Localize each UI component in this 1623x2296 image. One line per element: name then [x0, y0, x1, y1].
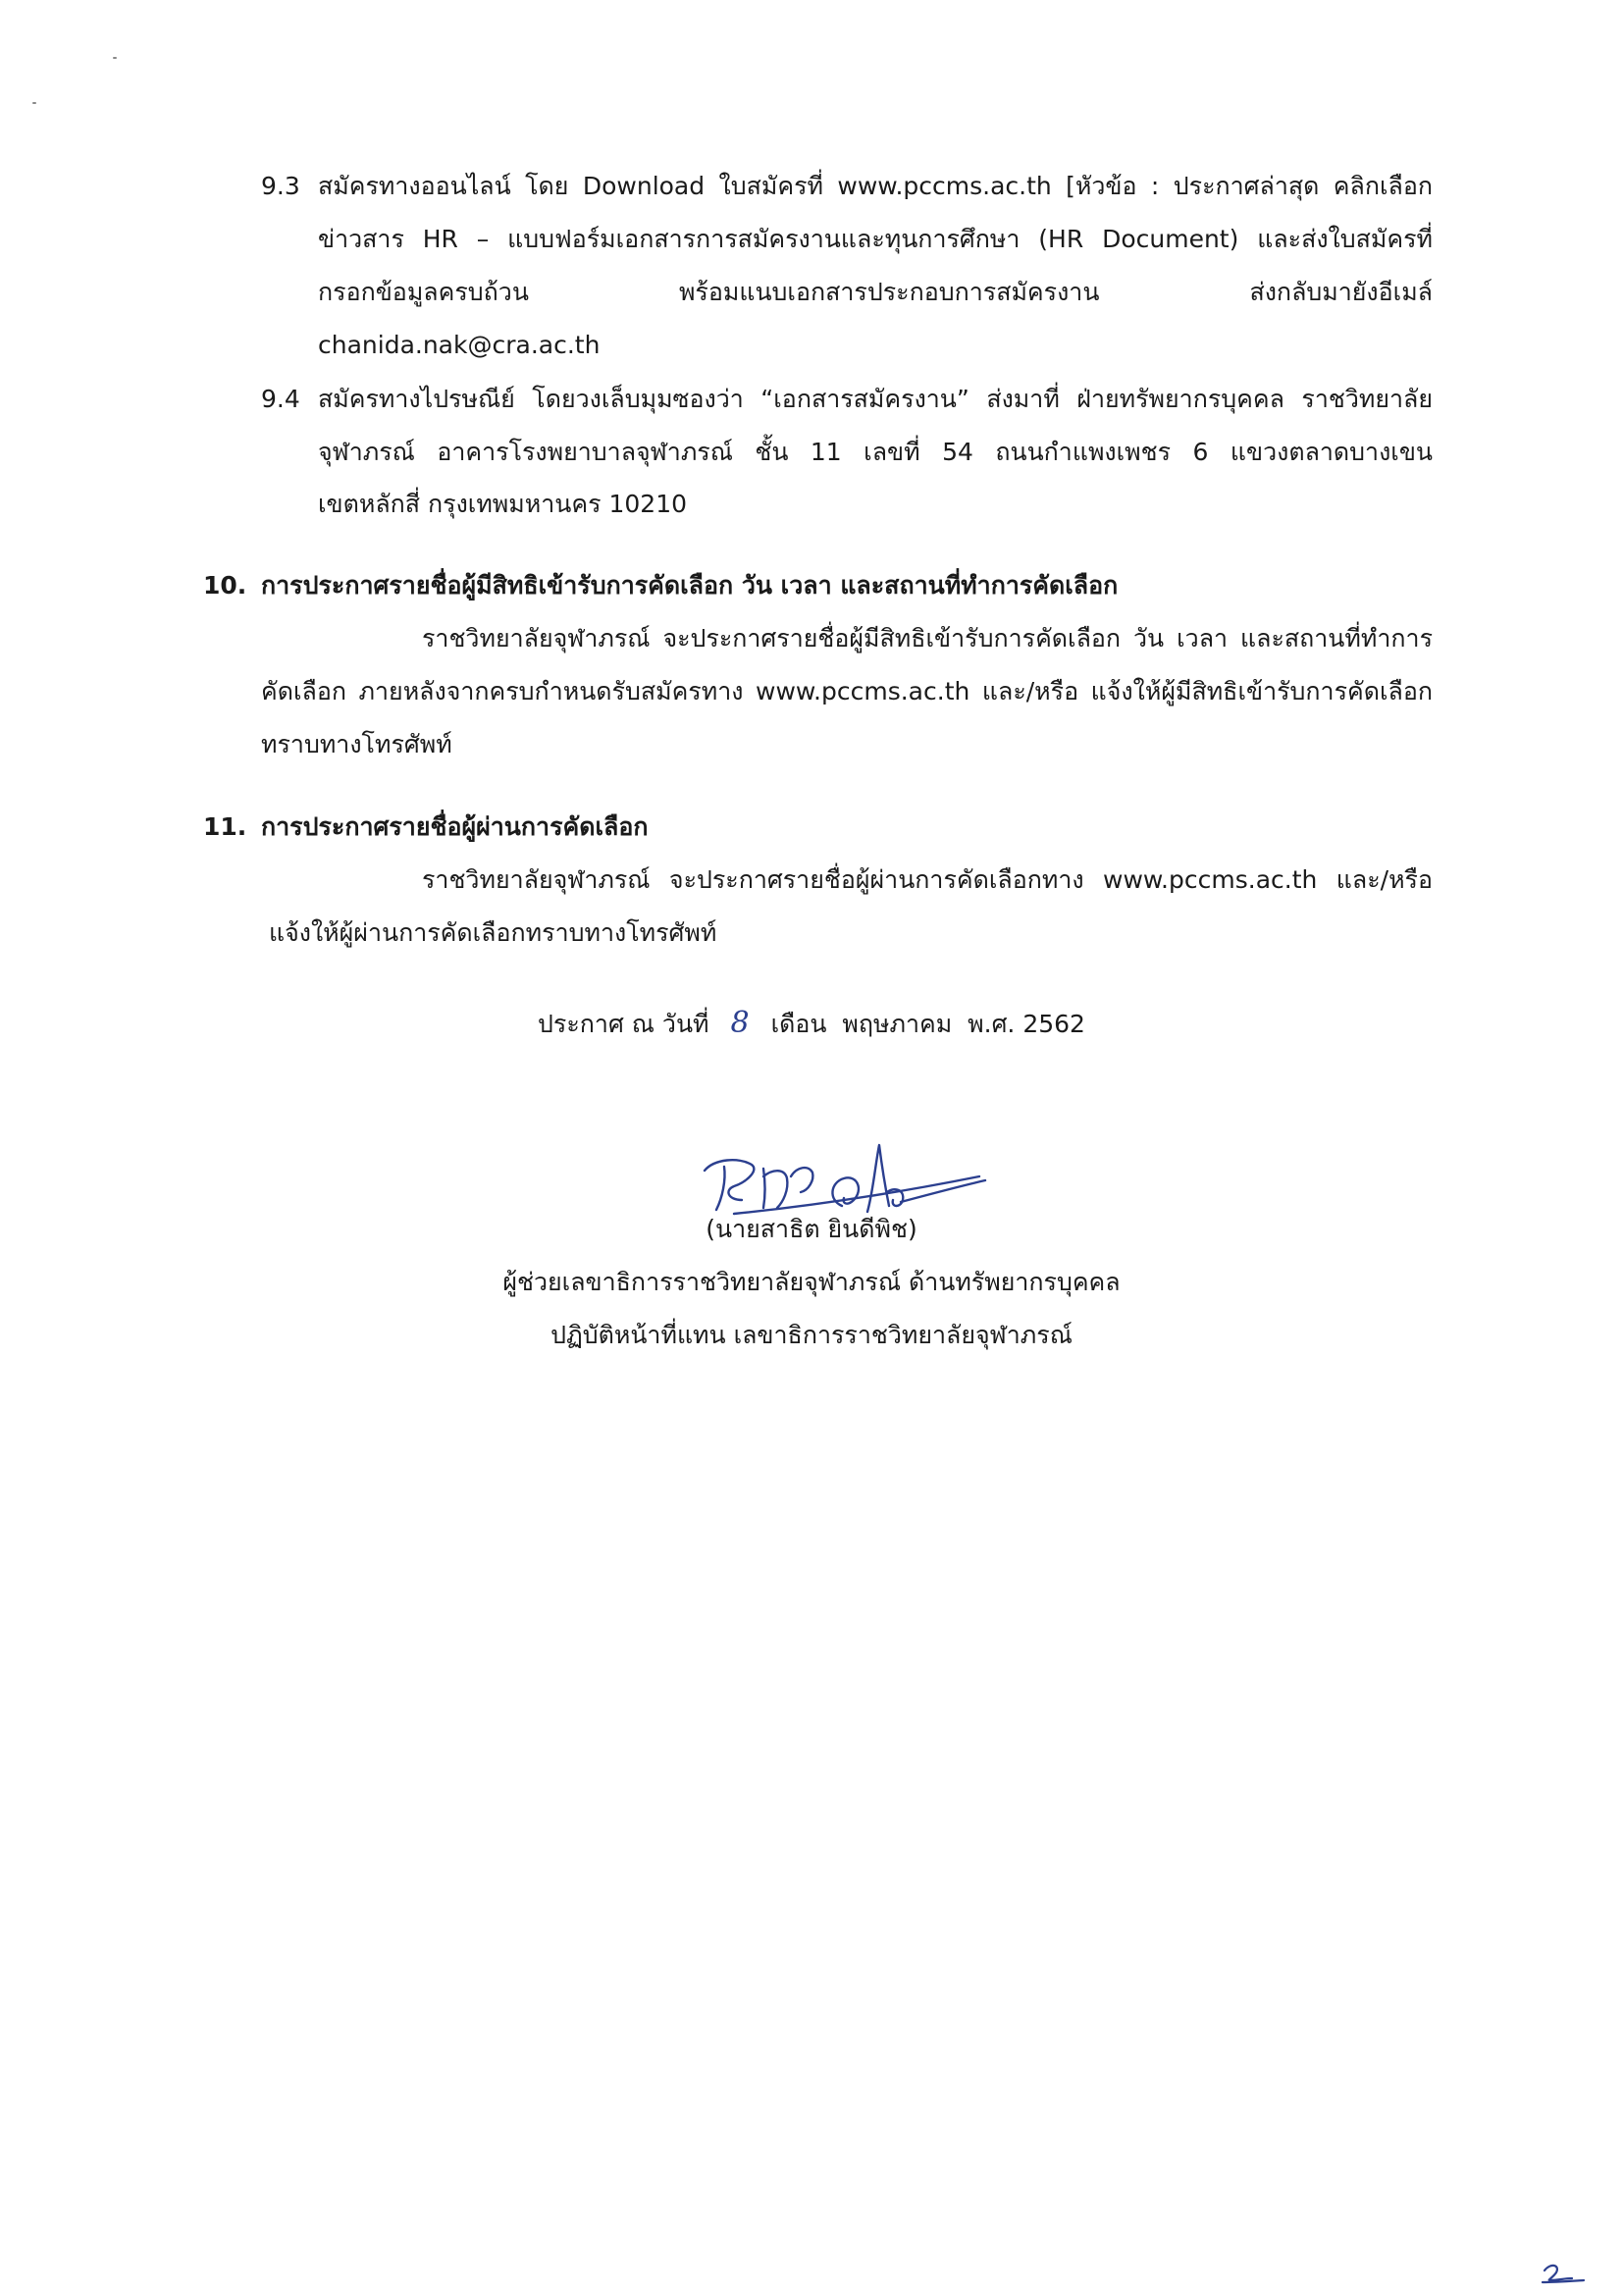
item-9-3-line-2: ข่าวสาร HR – แบบฟอร์มเอกสารการสมัครงานและทุนการศึกษา (HR Document) และส่งใบสมัครที่: [318, 225, 1433, 253]
signatory-name: (นายสาธิต ยินดีพิช): [706, 1215, 917, 1243]
item-9-4-line-3: เขตหลักสี่ กรุงเทพมหานคร 10210: [318, 490, 688, 518]
item-9-3-line-1: สมัครทางออนไลน์ โดย Download ใบสมัครที่ www.pccms.ac.th [หัวข้อ : ประกาศล่าสุด คลิกเลือก: [318, 172, 1433, 200]
section-11-line-1: ราชวิทยาลัยจุฬาภรณ์ จะประกาศรายชื่อผู้ผ่านการคัดเลือกทาง www.pccms.ac.th และ/หรือ: [422, 865, 1433, 894]
announcement-year: พ.ศ. 2562: [968, 1010, 1085, 1038]
section-11-number: 11.: [203, 812, 247, 841]
item-number-9-4: 9.4: [261, 385, 300, 413]
section-10-line-2: คัดเลือก ภายหลังจากครบกำหนดรับสมัครทาง www.pccms.ac.th และ/หรือ แจ้งให้ผู้มีสิทธิเข้ารับการคัดเลือก: [261, 677, 1433, 705]
announcement-day: 8: [730, 1006, 750, 1040]
handwritten-page-mark: [1539, 2259, 1588, 2288]
section-10-heading: การประกาศรายชื่อผู้มีสิทธิเข้ารับการคัดเลือก วัน เวลา และสถานที่ทำการคัดเลือก: [261, 571, 1119, 600]
item-9-4-line-2: จุฬาภรณ์ อาคารโรงพยาบาลจุฬาภรณ์ ชั้น 11 เลขที่ 54 ถนนกำแพงเพชร 6 แขวงตลาดบางเขน: [318, 438, 1433, 466]
announcement-month: พฤษภาคม: [842, 1010, 953, 1038]
item-9-3-line-3: กรอกข้อมูลครบถ้วน พร้อมแนบเอกสารประกอบการสมัครงาน ส่งกลับมายังอีเมล์: [318, 278, 1433, 306]
section-10-line-1: ราชวิทยาลัยจุฬาภรณ์ จะประกาศรายชื่อผู้มีสิทธิเข้ารับการคัดเลือก วัน เวลา และสถานที่ทำการ: [422, 624, 1433, 652]
announcement-date: [0, 1007, 1623, 1041]
section-11-line-2: แจ้งให้ผู้ผ่านการคัดเลือกทราบทางโทรศัพท์: [269, 918, 717, 947]
announcement-month-label: เดือน: [770, 1010, 827, 1038]
section-11-heading: การประกาศรายชื่อผู้ผ่านการคัดเลือก: [261, 812, 649, 841]
item-number-9-3: 9.3: [261, 172, 300, 200]
signatory-title-2: ปฏิบัติหน้าที่แทน เลขาธิการราชวิทยาลัยจุฬาภรณ์: [550, 1321, 1073, 1349]
item-9-4-line-1: สมัครทางไปรษณีย์ โดยวงเล็บมุมซองว่า “เอกสารสมัครงาน” ส่งมาที่ ฝ่ายทรัพยากรบุคคล ราชวิทยาลัย: [318, 385, 1433, 413]
scan-speck: [32, 102, 36, 104]
section-10-number: 10.: [203, 571, 247, 600]
announcement-prefix: ประกาศ ณ วันที่: [538, 1010, 709, 1038]
signatory-title-1: ผู้ช่วยเลขาธิการราชวิทยาลัยจุฬาภรณ์ ด้านทรัพยากรบุคคล: [502, 1268, 1121, 1296]
item-9-3-email: chanida.nak@cra.ac.th: [318, 331, 601, 359]
scan-speck: [113, 57, 117, 59]
section-10-line-3: ทราบทางโทรศัพท์: [261, 730, 452, 758]
